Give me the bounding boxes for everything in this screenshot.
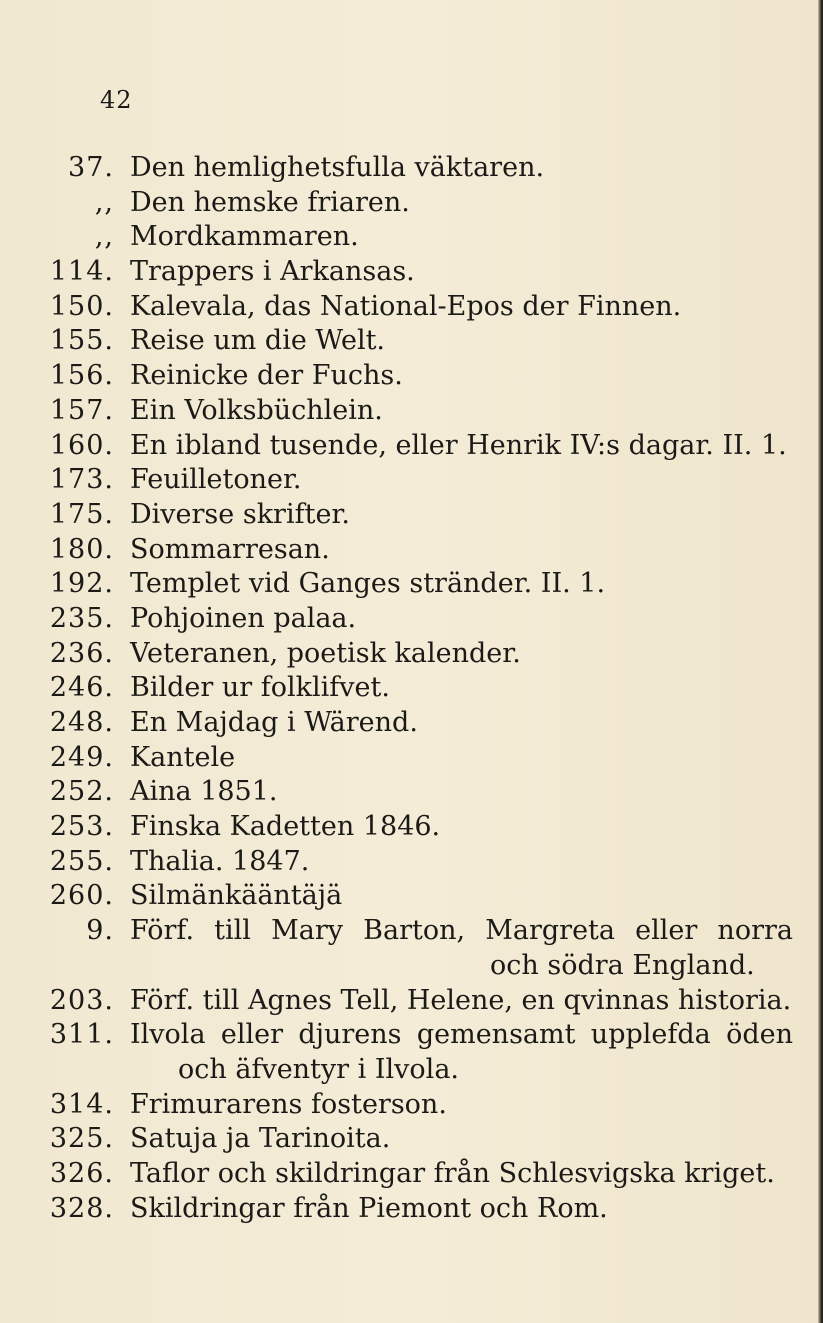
list-item [0, 706, 823, 741]
entry-title: Veteranen, poetisk kalender. [130, 637, 521, 669]
entry-number: 255. [49, 845, 114, 877]
entry-title: Skildringar från Piemont och Rom. [130, 1192, 608, 1224]
entry-title: En ibland tusende, eller Henrik IV:s dagar. II. 1. [130, 429, 787, 461]
list-item [0, 741, 823, 776]
entry-title: Kantele [130, 741, 236, 773]
list-item [0, 671, 823, 706]
entry-title: Pohjoinen palaa. [130, 602, 357, 634]
entry-number: 246. [49, 672, 114, 704]
entry-title: Bilder ur folklifvet. [130, 672, 390, 704]
entry-title: Thalia. 1847. [130, 845, 310, 877]
entry-title: Kalevala, das National-Epos der Finnen. [130, 290, 682, 322]
entry-title: Reinicke der Fuchs. [130, 360, 403, 392]
entry-number: 160. [49, 429, 114, 461]
entry-title: Finska Kadetten 1846. [130, 811, 441, 843]
entry-number: 326. [49, 1157, 114, 1189]
entry-title: Taflor och skildringar från Schlesvigska kriget. [130, 1157, 775, 1189]
list-item [0, 394, 823, 429]
list-item [0, 186, 823, 221]
list-item [0, 255, 823, 290]
entry-title: Templet vid Ganges stränder. II. 1. [130, 568, 606, 600]
entry-number: 314. [49, 1088, 114, 1120]
entry-number: 311. [49, 1019, 114, 1051]
list-item [0, 429, 823, 464]
list-item [0, 151, 823, 186]
entry-title: Ein Volksbüchlein. [130, 394, 383, 426]
list-item [0, 984, 823, 1019]
catalogue-list [0, 151, 823, 1226]
list-item [0, 637, 823, 672]
entry-number: 173. [49, 464, 114, 496]
entry-number: 325. [49, 1123, 114, 1155]
entry-title: Mordkammaren. [130, 221, 359, 253]
list-item [0, 290, 823, 325]
list-item [0, 1088, 823, 1123]
entry-title: Förf. till Agnes Tell, Helene, en qvinnas historia. [130, 984, 792, 1016]
list-item [0, 845, 823, 880]
list-item [0, 1122, 823, 1157]
entry-number: 156. [49, 360, 114, 392]
list-item [0, 463, 823, 498]
entry-number: 150. [49, 290, 114, 322]
list-item [0, 324, 823, 359]
entry-title: Den hemske friaren. [130, 186, 410, 218]
entry-number: 157. [49, 394, 114, 426]
entry-continuation: och södra England. [490, 949, 755, 981]
entry-number: 248. [49, 707, 114, 738]
entry-number: ,, [94, 221, 114, 253]
entry-number: ,, [94, 186, 114, 218]
list-item [0, 810, 823, 845]
entry-title: Förf. till Mary Barton, Margreta eller norra [130, 915, 793, 947]
entry-number: 192. [49, 568, 114, 600]
entry-title: Diverse skrifter. [130, 498, 350, 530]
list-item [0, 498, 823, 533]
entry-title: Sommarresan. [130, 533, 330, 565]
list-item [0, 220, 823, 255]
entry-title: Feuilletoner. [130, 464, 302, 496]
entry-number: 155. [49, 325, 114, 357]
entry-number: 260. [49, 880, 114, 912]
entry-number: 249. [49, 741, 114, 773]
list-item [0, 602, 823, 637]
entry-number: 236. [49, 637, 114, 669]
entry-number: 37. [68, 152, 114, 183]
list-item [0, 914, 823, 949]
list-item [0, 879, 823, 914]
entry-number: 180. [49, 533, 114, 565]
page-number: 42 [100, 86, 133, 114]
entry-number: 235. [49, 602, 114, 634]
list-item [0, 567, 823, 602]
entry-number: 175. [49, 498, 114, 530]
list-item [0, 1157, 823, 1192]
list-item [0, 1018, 823, 1053]
list-item [0, 533, 823, 568]
entry-number: 252. [49, 776, 114, 808]
entry-title: Reise um die Welt. [130, 325, 386, 357]
entry-number: 203. [49, 984, 114, 1016]
entry-title: En Majdag i Wärend. [130, 707, 418, 738]
entry-title: Frimurarens fosterson. [130, 1088, 447, 1120]
entry-title: Den hemlighetsfulla väktaren. [130, 152, 545, 183]
entry-continuation: och äfventyr i Ilvola. [178, 1053, 459, 1085]
entry-title: Satuja ja Tarinoita. [130, 1123, 391, 1155]
entry-number: 253. [49, 811, 114, 843]
list-item [0, 359, 823, 394]
entry-number: 328. [49, 1192, 114, 1224]
entry-number: 114. [49, 256, 114, 288]
entry-title: Silmänkääntäjä [130, 880, 343, 912]
entry-title: Trappers i Arkansas. [130, 256, 415, 288]
list-item [0, 1192, 823, 1227]
entry-title: Ilvola eller djurens gemensamt upplefda öden [130, 1019, 793, 1051]
entry-number: 9. [86, 915, 114, 947]
entry-title: Aina 1851. [130, 776, 278, 808]
list-item [0, 775, 823, 810]
